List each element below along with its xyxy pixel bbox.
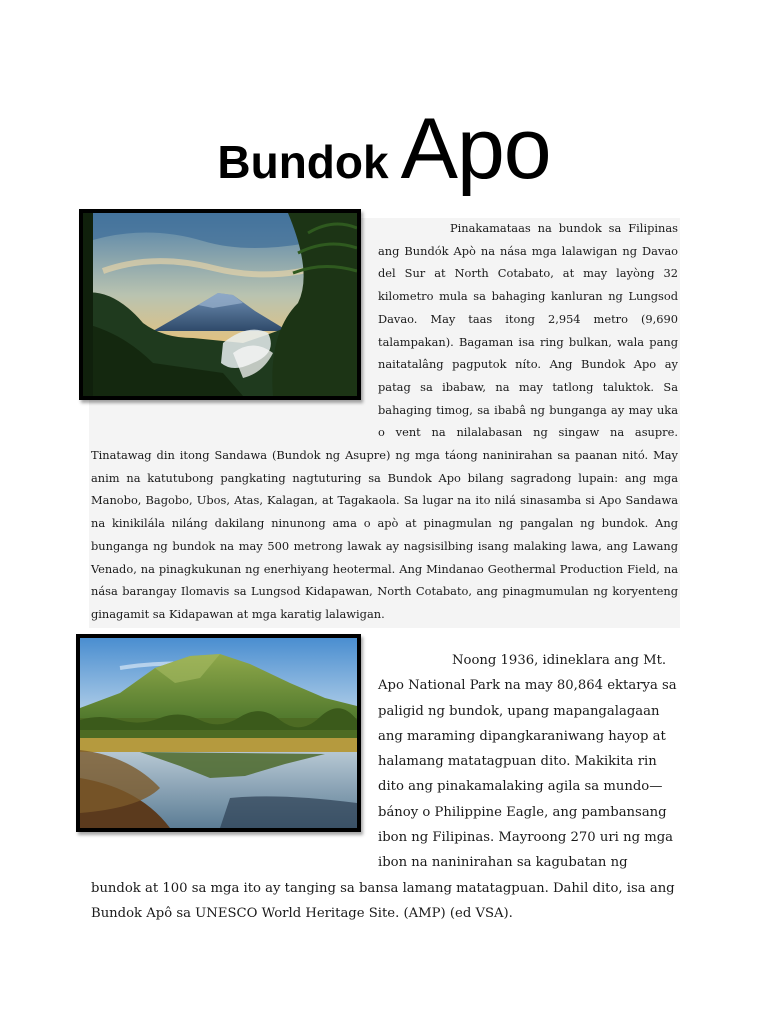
- paragraph-2-text: Noong 1936, idineklara ang Mt. Apo National Park na may 80,864 ektarya sa paligid ng bundok, upang mapangalagaan ang maraming dipangkaraniwang hayop at halamang matatagpuan dito. Makikita rin dito ang pinakamalaking agila sa mundo—bánoy o Philippine Eagle, ang pambansang ibon ng Filipinas. Mayroong 270 uri ng mga ibon na naninirahan sa kagubatan ng bundok at 100 sa mga ito ay tanging sa bansa lamang matatagpuan. Dahil dito, isa ang Bundok Apô sa UNESCO World Heritage Site. (AMP) (ed VSA).: [91, 653, 677, 921]
- page-title: [0, 100, 768, 199]
- paragraph-national-park: [91, 648, 678, 926]
- title-word-apo: Apo: [400, 101, 551, 197]
- paragraph-mount-apo-description: [91, 217, 678, 626]
- title-word-bundok: Bundok: [217, 136, 389, 188]
- figure-1-spacer: [91, 217, 378, 422]
- paragraph-1-text: Pinakamataas na bundok sa Filipinas ang Bundók Apò na nása mga lalawigan ng Davao del Sur at North Cotabato, at may layòng 32 kilometro mula sa bahaging kanluran ng Lungsod Davao. May taas itong 2,954 metro (9,690 talampakan). Bagaman isa ring bulkan, wala pang naitatalâng pagputok níto. Ang Bundok Apo ay patag sa ibabaw, na may tatlong taluktok. Sa bahaging timog, sa ibabâ ng bunganga ay may uka o vent na nilalabasan ng singaw na asupre. Tinatawag din itong Sandawa (Bundok ng Asupre) ng mga táong naninirahan sa paanan nitó. May anim na katutubong pangkating nagtuturing sa Bundok Apo bilang sagradong lupain: ang mga Manobo, Bagobo, Ubos, Atas, Kalagan, at Tagakaola. Sa lugar na ito nilá sinasamba si Apo Sandawa na kinikilála niláng dakilang ninunong ama o apò at pinagmulan ng pangalan ng bundok. Ang bunganga ng bundok na may 500 metrong lawak ay nagsisilbing isang malaking lawa, ang Lawang Venado, na pinagkukunan ng enerhiyang heotermal. Ang Mindanao Geothermal Production Field, na nása barangay Ilomavis sa Lungsod Kidapawan, North Cotabato, ang pinagmumulan ng koryenteng ginagamit sa Kidapawan at mga karatig lalawigan.: [91, 221, 678, 621]
- figure-2-spacer: [91, 648, 378, 851]
